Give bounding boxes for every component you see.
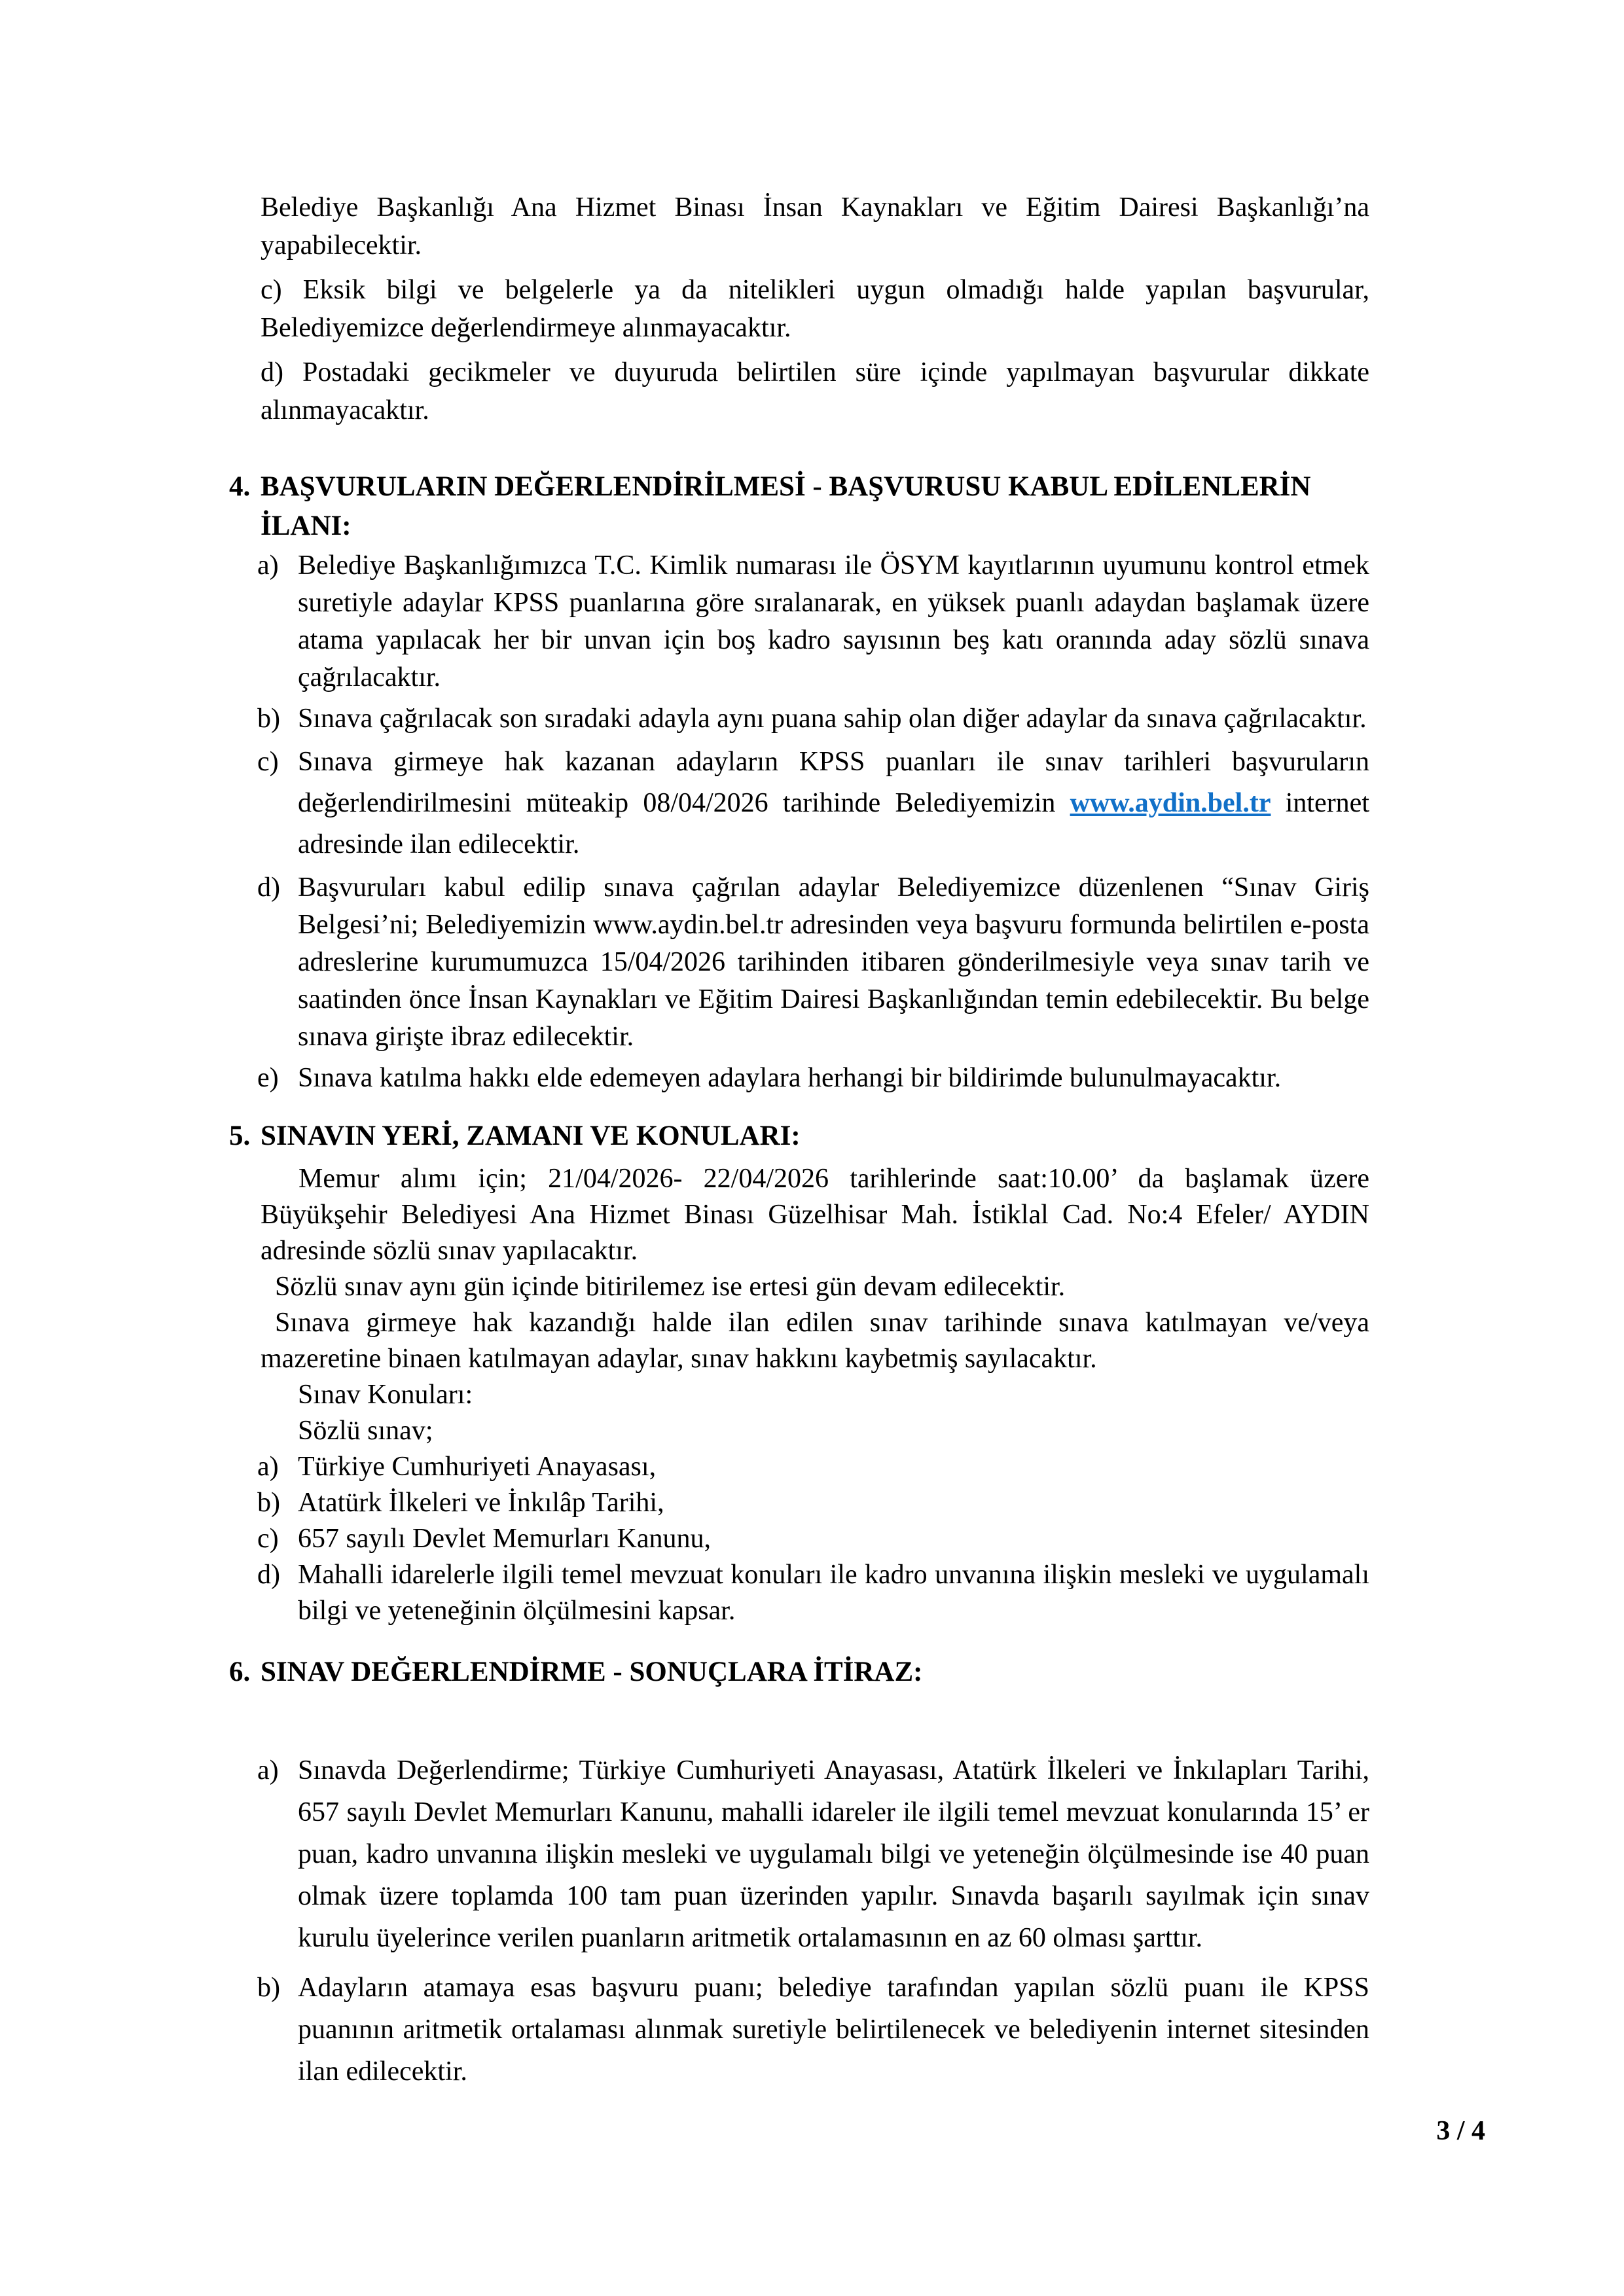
section-5-number: 5. — [229, 1121, 251, 1151]
section-4-title — [261, 467, 1369, 546]
list-item-4d — [257, 869, 1369, 1056]
list-text-4e: Sınava katılma hakkı elde edemeyen adaylara herhangi bir bildirimde bulunulmayacaktır. — [298, 1063, 1282, 1093]
list-text-4a: Belediye Başkanlığımızca T.C. Kimlik numarası ile ÖSYM kayıtlarının uyumunu kontrol etmek suretiyle adaylar KPSS puanlarına göre sıralanarak, en yüksek puanlı adaydan başlamak üzere atama yapılacak her bir unvan için boş kadro sayısının beş katı oranında aday sözlü sınava çağrılacaktır. — [298, 550, 1369, 692]
section-6-list — [257, 1749, 1369, 2092]
section-5-subheading-oral: Sözlü sınav; — [298, 1416, 433, 1446]
section-5-list — [257, 1449, 1369, 1629]
list-item-5a — [257, 1449, 1369, 1485]
list-marker-4c: c) — [257, 747, 279, 777]
intro-item-c-paragraph: c) Eksik bilgi ve belgelerle ya da nitelikleri uygun olmadığı halde yapılan başvurular, Belediyemizce değerlendirmeye alınmayacaktır. — [261, 275, 1369, 343]
list-item-4e — [257, 1060, 1369, 1097]
aydin-bel-tr-link[interactable]: www.aydin.bel.tr — [1070, 788, 1271, 818]
list-text-4c-before: Sınava girmeye hak kazanan adayların KPSS puanları ile sınav tarihleri başvuruların değerlendirilmesini müteakip 08/04/2026 tarihinde Belediyemizin — [298, 747, 1369, 818]
list-item-5c — [257, 1521, 1369, 1557]
section-4-title-line2: İLANI: — [261, 511, 352, 541]
list-item-4c — [257, 742, 1369, 865]
list-item-6a — [257, 1749, 1369, 1959]
section-5-paragraph-3: Sınava girmeye hak kazandığı halde ilan edilen sınav tarihinde sınava katılmayan ve/veya mazeretine binaen katılmayan adaylar, sınav hakkını kaybetmiş sayılacaktır. — [261, 1308, 1369, 1374]
section-4-list — [257, 547, 1369, 1097]
page-number: 3 / 4 — [1436, 2116, 1485, 2146]
section-4-title-line1: BAŞVURULARIN DEĞERLENDİRİLMESİ - BAŞVURUSU KABUL EDİLENLERİN — [261, 471, 1311, 502]
list-item-5b — [257, 1485, 1369, 1521]
list-marker-6b: b) — [257, 1973, 280, 2003]
section-6-heading — [229, 1653, 1369, 1692]
section-4-heading — [229, 467, 1369, 546]
list-text-5c: 657 sayılı Devlet Memurları Kanunu, — [298, 1524, 712, 1554]
list-text-6a: Sınavda Değerlendirme; Türkiye Cumhuriyeti Anayasası, Atatürk İlkeleri ve İnkılapları Tarihi, 657 sayılı Devlet Memurları Kanunu, mahalli idareler ile ilgili temel mevzuat konularında 15’ er puan, kadro unvanına ilişkin mesleki ve uygulamalı bilgi ve yeteneğin ölçülmesinde ise 40 puan olmak üzere toplamda 100 tam puan üzerinden yapılır. Sınavda başarılı sayılmak için sınav kurulu üyelerince verilen puanların aritmetik ortalamasının en az 60 olması şarttır. — [298, 1755, 1369, 1953]
list-item-5d — [257, 1557, 1369, 1629]
section-6-title: SINAV DEĞERLENDİRME - SONUÇLARA İTİRAZ: — [261, 1657, 923, 1687]
list-item-4a — [257, 547, 1369, 696]
intro-item-d-paragraph: d) Postadaki gecikmeler ve duyuruda belirtilen süre içinde yapılmayan başvurular dikkate alınmayacaktır. — [261, 357, 1369, 425]
section-5-paragraph-1: Memur alımı için; 21/04/2026- 22/04/2026 tarihlerinde saat:10.00’ da başlamak üzere Büyükşehir Belediyesi Ana Hizmet Binası Güzelhisar Mah. İstiklal Cad. No:4 Efeler/ AYDIN adresinde sözlü sınav yapılacaktır. — [261, 1164, 1369, 1266]
list-item-4b — [257, 700, 1369, 738]
list-text-5a: Türkiye Cumhuriyeti Anayasası, — [298, 1452, 657, 1482]
list-text-4d: Başvuruları kabul edilip sınava çağrılan adaylar Belediyemizce düzenlenen “Sınav Giriş Belgesi’ni; Belediyemizin www.aydin.bel.tr adresinden veya başvuru formunda belirtilen e-posta adreslerine kurumumuzca 15/04/2026 tarihinden itibaren gönderilmesiyle veya sınav tarih ve saatinden önce İnsan Kaynakları ve Eğitim Dairesi Başkanlığından temin edebilecektir. Bu belge sınava girişte ibraz edilecektir. — [298, 872, 1369, 1052]
list-marker-4d: d) — [257, 872, 280, 903]
list-marker-4e: e) — [257, 1063, 279, 1093]
section-5-heading — [229, 1117, 1369, 1156]
section-4-number: 4. — [229, 471, 251, 502]
list-marker-5d: d) — [257, 1560, 280, 1590]
list-text-5b: Atatürk İlkeleri ve İnkılâp Tarihi, — [298, 1488, 664, 1518]
section-5-paragraph-2: Sözlü sınav aynı gün içinde bitirilemez ise ertesi gün devam edilecektir. — [275, 1272, 1066, 1302]
list-text-6b: Adayların atamaya esas başvuru puanı; belediye tarafından yapılan sözlü puanı ile KPSS puanının aritmetik ortalaması alınmak suretiyle belirtilenecek ve belediyenin internet sitesinden ilan edilecektir. — [298, 1973, 1369, 2087]
list-text-5d: Mahalli idarelerle ilgili temel mevzuat konuları ile kadro unvanına ilişkin mesleki ve uygulamalı bilgi ve yeteneğinin ölçülmesini kapsar. — [298, 1560, 1369, 1626]
list-marker-5b: b) — [257, 1488, 280, 1518]
list-text-4c-after: internet adresinde ilan edilecektir. — [298, 788, 1369, 859]
section-5-subheading-topics: Sınav Konuları: — [298, 1380, 473, 1410]
section-6-number: 6. — [229, 1657, 251, 1687]
list-text-4b: Sınava çağrılacak son sıradaki adayla aynı puana sahip olan diğer adaylar da sınava çağrılacaktır. — [298, 704, 1367, 734]
list-marker-4a: a) — [257, 550, 279, 581]
list-marker-5c: c) — [257, 1524, 279, 1554]
continuation-paragraph: Belediye Başkanlığı Ana Hizmet Binası İnsan Kaynakları ve Eğitim Dairesi Başkanlığı’na yapabilecektir. — [261, 192, 1369, 260]
section-5-title: SINAVIN YERİ, ZAMANI VE KONULARI: — [261, 1121, 801, 1151]
list-marker-5a: a) — [257, 1452, 279, 1482]
list-item-6b — [257, 1967, 1369, 2092]
list-marker-4b: b) — [257, 704, 280, 734]
list-marker-6a: a) — [257, 1755, 279, 1785]
document-body — [229, 188, 1369, 2100]
